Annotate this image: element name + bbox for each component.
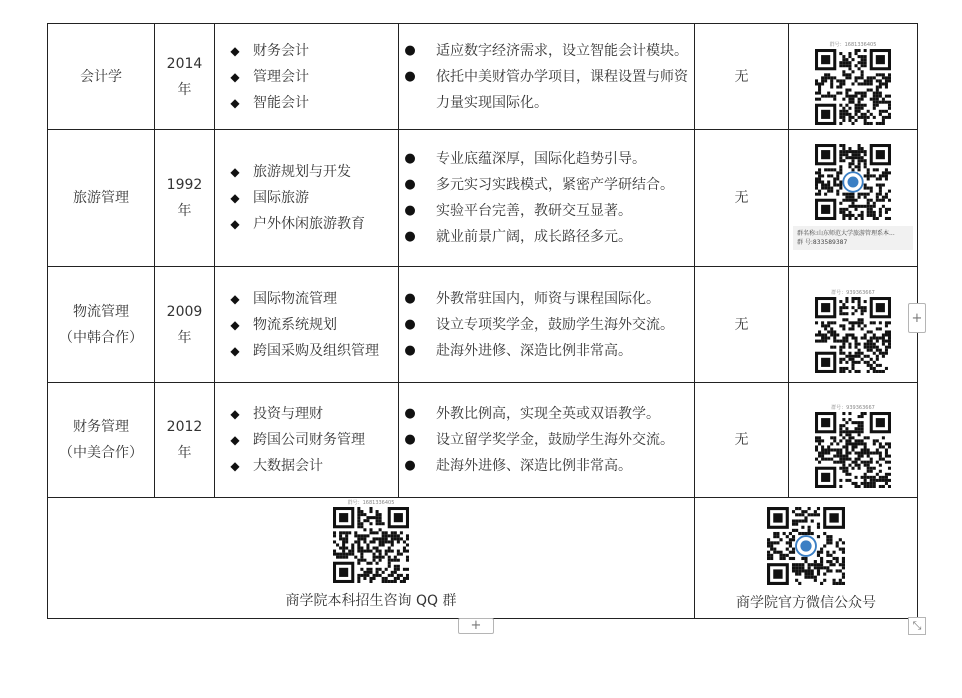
feature-text: 适应数字经济需求，设立智能会计模块。 bbox=[436, 42, 688, 59]
direction-text: 旅游规划与开发 bbox=[253, 164, 351, 180]
major-name: （中美合作） bbox=[59, 445, 143, 461]
founded-year-cell bbox=[155, 383, 215, 498]
qr-block bbox=[815, 42, 891, 125]
features-list bbox=[399, 146, 694, 250]
direction-text: 智能会计 bbox=[253, 94, 309, 111]
major-row bbox=[48, 24, 918, 130]
dot-bullet-icon: ● bbox=[404, 42, 416, 58]
table-resize-handle[interactable]: ⤡ bbox=[908, 617, 926, 635]
direction-item bbox=[223, 338, 398, 364]
direction-text: 户外休闲旅游教育 bbox=[253, 216, 365, 232]
features-list bbox=[399, 38, 694, 116]
founded-year: 2012 bbox=[166, 419, 203, 435]
group-name: 群名称:山东师范大学旅游管理系本... bbox=[797, 229, 895, 237]
major-name: 会计学 bbox=[80, 68, 122, 85]
year-suffix: 年 bbox=[177, 203, 192, 219]
dot-bullet-icon: ● bbox=[404, 151, 416, 166]
features-list bbox=[399, 286, 694, 364]
diamond-bullet-icon: ◆ bbox=[230, 43, 240, 58]
direction-text: 管理会计 bbox=[253, 68, 309, 85]
features-list bbox=[399, 401, 694, 479]
direction-item bbox=[223, 38, 398, 64]
direction-text: 国际物流管理 bbox=[253, 290, 337, 307]
direction-item bbox=[223, 159, 398, 185]
qr-code-icon bbox=[815, 49, 891, 125]
feature-text: 设立留学奖学金，鼓励学生海外交流。 bbox=[436, 432, 674, 448]
wechat-account-cell bbox=[695, 498, 918, 619]
diamond-bullet-icon: ◆ bbox=[230, 165, 240, 179]
qr-code-icon bbox=[815, 412, 891, 488]
majors-table bbox=[47, 23, 918, 619]
diamond-bullet-icon: ◆ bbox=[230, 69, 240, 84]
year-suffix: 年 bbox=[177, 329, 192, 346]
founded-year-cell bbox=[155, 130, 215, 267]
dot-bullet-icon: ● bbox=[404, 406, 416, 421]
dot-bullet-icon: ● bbox=[404, 290, 416, 306]
note-text: 无 bbox=[734, 316, 749, 333]
directions-list bbox=[223, 159, 398, 237]
spacer bbox=[695, 500, 917, 507]
note-cell bbox=[695, 130, 789, 267]
add-row-button[interactable]: + bbox=[458, 618, 494, 634]
direction-text: 跨国采购及组织管理 bbox=[253, 342, 379, 359]
features-cell bbox=[399, 267, 695, 383]
note-cell bbox=[695, 383, 789, 498]
dot-bullet-icon: ● bbox=[404, 177, 416, 192]
feature-item bbox=[399, 427, 694, 453]
founded-year-cell bbox=[155, 267, 215, 383]
directions-cell bbox=[215, 267, 399, 383]
feature-item bbox=[399, 453, 694, 479]
qr-cell bbox=[789, 24, 918, 130]
major-name: 物流管理 bbox=[73, 303, 129, 320]
dot-bullet-icon: ● bbox=[404, 316, 416, 332]
qr-group-number: 群号：1681336405 bbox=[347, 500, 395, 506]
feature-item bbox=[399, 38, 694, 64]
feature-text: 依托中美财管办学项目，课程设置与师资力量实现国际化。 bbox=[436, 68, 688, 111]
qr-group-number: 群号：939363667 bbox=[831, 405, 875, 411]
major-name: （中韩合作） bbox=[59, 329, 143, 346]
qr-block bbox=[793, 144, 913, 250]
feature-text: 专业底蕴深厚，国际化趋势引导。 bbox=[436, 151, 646, 167]
major-name-cell bbox=[48, 130, 155, 267]
direction-item bbox=[223, 427, 398, 453]
diamond-bullet-icon: ◆ bbox=[230, 217, 240, 231]
feature-text: 外教比例高，实现全英或双语教学。 bbox=[436, 406, 660, 422]
year-suffix: 年 bbox=[177, 81, 192, 98]
school-logo-icon bbox=[843, 172, 862, 191]
major-name: 财务管理 bbox=[73, 419, 129, 435]
diamond-bullet-icon: ◆ bbox=[230, 407, 240, 421]
contact-row bbox=[48, 498, 918, 619]
qr-code-icon bbox=[767, 507, 845, 585]
qr-code-icon bbox=[333, 507, 409, 583]
direction-text: 财务会计 bbox=[253, 42, 309, 59]
direction-text: 跨国公司财务管理 bbox=[253, 432, 365, 448]
direction-text: 大数据会计 bbox=[253, 458, 323, 474]
feature-text: 外教常驻国内，师资与课程国际化。 bbox=[436, 290, 660, 307]
dot-bullet-icon: ● bbox=[404, 229, 416, 244]
directions-list bbox=[223, 38, 398, 116]
directions-list bbox=[223, 286, 398, 364]
feature-text: 设立专项奖学金，鼓励学生海外交流。 bbox=[436, 316, 674, 333]
founded-year: 1992 bbox=[166, 177, 203, 193]
add-column-button[interactable]: + bbox=[908, 303, 926, 333]
qr-group-number: 群号：1681336405 bbox=[829, 41, 877, 48]
feature-text: 就业前景广阔，成长路径多元。 bbox=[436, 229, 632, 245]
founded-year-cell bbox=[155, 24, 215, 130]
major-row bbox=[48, 267, 918, 383]
year-suffix: 年 bbox=[177, 445, 192, 461]
major-name-cell bbox=[48, 267, 155, 383]
qr-cell bbox=[789, 130, 918, 267]
directions-cell bbox=[215, 24, 399, 130]
diamond-bullet-icon: ◆ bbox=[230, 317, 240, 332]
feature-item bbox=[399, 146, 694, 172]
directions-cell bbox=[215, 383, 399, 498]
wechat-account-caption: 商学院官方微信公众号 bbox=[736, 595, 876, 611]
dot-bullet-icon: ● bbox=[404, 458, 416, 473]
major-row bbox=[48, 130, 918, 267]
feature-text: 多元实习实践模式，紧密产学研结合。 bbox=[436, 177, 674, 193]
feature-item bbox=[399, 172, 694, 198]
school-logo-icon bbox=[796, 536, 816, 556]
note-text: 无 bbox=[734, 432, 749, 448]
direction-text: 投资与理财 bbox=[253, 406, 323, 422]
qq-group-cell bbox=[48, 498, 695, 619]
major-row bbox=[48, 383, 918, 498]
direction-item bbox=[223, 185, 398, 211]
note-cell bbox=[695, 24, 789, 130]
direction-text: 国际旅游 bbox=[253, 190, 309, 206]
note-cell bbox=[695, 267, 789, 383]
dot-bullet-icon: ● bbox=[404, 432, 416, 447]
qr-group-number: 群号：939363667 bbox=[831, 289, 875, 296]
diamond-bullet-icon: ◆ bbox=[230, 433, 240, 447]
group-number: 群 号:833589387 bbox=[797, 238, 848, 246]
direction-item bbox=[223, 453, 398, 479]
founded-year: 2009 bbox=[166, 303, 203, 320]
features-cell bbox=[399, 130, 695, 267]
group-info-card bbox=[793, 226, 913, 250]
feature-item bbox=[399, 286, 694, 312]
feature-text: 赴海外进修、深造比例非常高。 bbox=[436, 342, 632, 359]
directions-cell bbox=[215, 130, 399, 267]
diamond-bullet-icon: ◆ bbox=[230, 343, 240, 358]
dot-bullet-icon: ● bbox=[404, 342, 416, 358]
directions-list bbox=[223, 401, 398, 479]
founded-year: 2014 bbox=[166, 55, 203, 72]
direction-item bbox=[223, 211, 398, 237]
direction-text: 物流系统规划 bbox=[253, 316, 337, 333]
feature-item bbox=[399, 198, 694, 224]
note-text: 无 bbox=[734, 68, 749, 85]
qq-group-caption: 商学院本科招生咨询 QQ 群 bbox=[285, 593, 457, 609]
qr-code-icon bbox=[815, 144, 891, 220]
feature-text: 实验平台完善，教研交互显著。 bbox=[436, 203, 632, 219]
major-name: 旅游管理 bbox=[73, 190, 129, 206]
direction-item bbox=[223, 286, 398, 312]
direction-item bbox=[223, 312, 398, 338]
feature-item bbox=[399, 338, 694, 364]
direction-item bbox=[223, 64, 398, 90]
note-text: 无 bbox=[734, 190, 749, 206]
feature-text: 赴海外进修、深造比例非常高。 bbox=[436, 458, 632, 474]
features-cell bbox=[399, 383, 695, 498]
major-name-cell bbox=[48, 383, 155, 498]
dot-bullet-icon: ● bbox=[404, 68, 416, 84]
feature-item bbox=[399, 312, 694, 338]
qr-block bbox=[815, 405, 891, 488]
qr-code-icon bbox=[815, 297, 891, 373]
direction-item bbox=[223, 401, 398, 427]
direction-item bbox=[223, 90, 398, 116]
dot-bullet-icon: ● bbox=[404, 203, 416, 218]
diamond-bullet-icon: ◆ bbox=[230, 95, 240, 110]
feature-item bbox=[399, 224, 694, 250]
major-name-cell bbox=[48, 24, 155, 130]
feature-item bbox=[399, 401, 694, 427]
qr-cell bbox=[789, 267, 918, 383]
qr-cell bbox=[789, 383, 918, 498]
majors-table-body bbox=[48, 24, 918, 619]
diamond-bullet-icon: ◆ bbox=[230, 459, 240, 473]
qr-block bbox=[815, 290, 891, 373]
feature-item bbox=[399, 64, 694, 116]
diamond-bullet-icon: ◆ bbox=[230, 291, 240, 306]
features-cell bbox=[399, 24, 695, 130]
diamond-bullet-icon: ◆ bbox=[230, 191, 240, 205]
